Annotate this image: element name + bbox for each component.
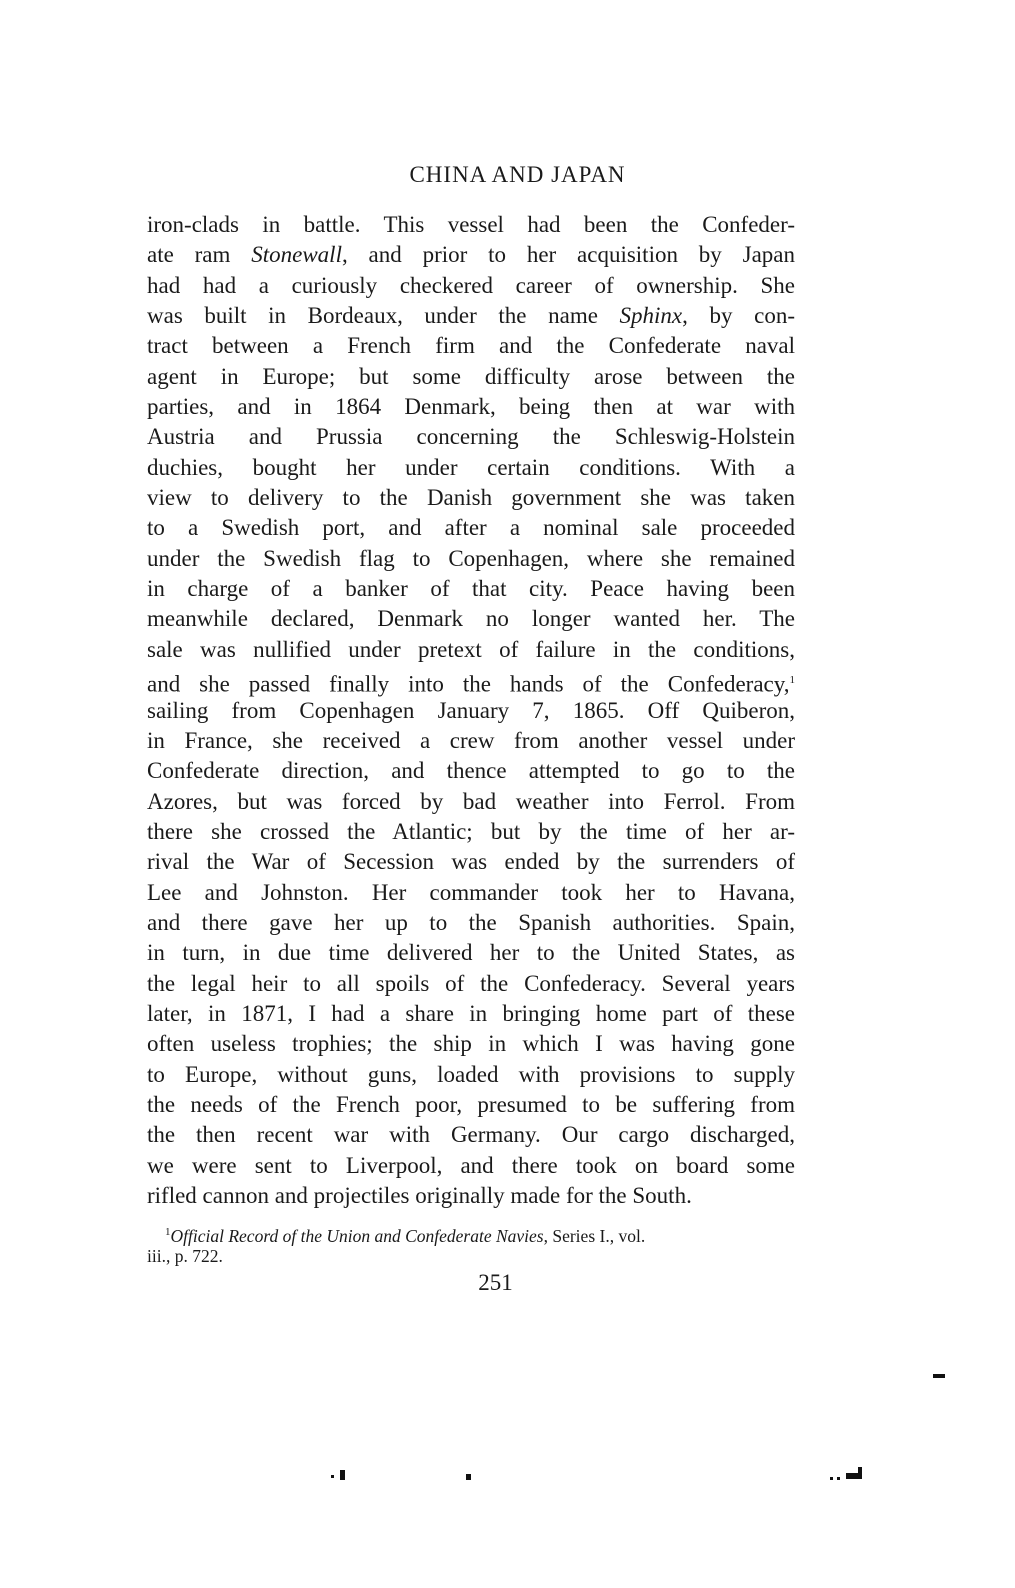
body-line: was built in Bordeaux, under the name Sphinx, by con- (147, 303, 795, 329)
footnote-source-title: Official Record of the Union and Confederate Navies (170, 1225, 544, 1246)
body-line: to Europe, without guns, loaded with provisions to supply (147, 1061, 795, 1087)
footnote-line: iii., p. 722. (147, 1246, 223, 1266)
footnote-line: $^1$Official Record of the Union and Confederate Navies, Series I., vol. (165, 1225, 646, 1246)
body-line: parties, and in 1864 Denmark, being then at war with (147, 394, 795, 420)
scan-artifact (830, 1477, 833, 1480)
body-line: had had a curiously checkered career of ownership. She (147, 272, 795, 298)
scan-artifact (331, 1475, 334, 1478)
body-line: in turn, in due time delivered her to the United States, as (147, 940, 795, 966)
body-line: Azores, but was forced by bad weather into Ferrol. From (147, 788, 795, 814)
body-line: meanwhile declared, Denmark no longer wanted her. The (147, 606, 795, 632)
body-line: rival the War of Secession was ended by the surrenders of (147, 849, 795, 875)
scan-artifact (933, 1374, 945, 1378)
body-line: rifled cannon and projectiles originally made for the South. (147, 1183, 692, 1208)
page-number: 251 (478, 1270, 513, 1295)
body-line: tract between a French firm and the Confederate naval (147, 333, 795, 359)
body-line: Lee and Johnston. Her commander took her to Havana, (147, 879, 795, 905)
scan-artifact (466, 1474, 471, 1480)
body-line: the needs of the French poor, presumed to be suffering from (147, 1091, 795, 1117)
running-head: CHINA AND JAPAN (409, 162, 626, 187)
body-line: there she crossed the Atlantic; but by the time of her ar- (147, 818, 795, 844)
body-line: the then recent war with Germany. Our cargo discharged, (147, 1122, 795, 1148)
footnote-marker: 1 (165, 1226, 171, 1238)
body-line: Austria and Prussia concerning the Schleswig-Holstein (147, 424, 795, 450)
ship-name: Stonewall (251, 242, 342, 268)
body-line: sailing from Copenhagen January 7, 1865. Off Quiberon, (147, 697, 795, 723)
footnote (147, 1220, 797, 1268)
footnote-reference: 1 (789, 674, 795, 687)
body-line: we were sent to Liverpool, and there took on board some (147, 1152, 795, 1178)
scan-artifact (858, 1467, 862, 1479)
body-line: duchies, bought her under certain conditions. With a (147, 454, 795, 480)
body-line: in France, she received a crew from another vessel under (147, 727, 795, 753)
body-line: to a Swedish port, and after a nominal sale proceeded (147, 515, 795, 541)
body-line: later, in 1871, I had a share in bringing home part of these (147, 1000, 795, 1026)
body-line: and she passed finally into the hands of the Confederacy,$^1$ (147, 671, 795, 697)
ship-build-name: Sphinx (619, 303, 683, 329)
body-line: ate ram Stonewall, and prior to her acquisition by Japan (147, 242, 795, 268)
body-line: sale was nullified under pretext of failure in the conditions, (147, 636, 795, 662)
body-line: often useless trophies; the ship in which I was having gone (147, 1031, 795, 1057)
body-line: under the Swedish flag to Copenhagen, where she remained (147, 545, 795, 571)
body-text (147, 210, 795, 1211)
body-line: agent in Europe; but some difficulty arose between the (147, 363, 795, 389)
scan-artifact (340, 1470, 345, 1480)
body-line: iron-clads in battle. This vessel had been the Confeder- (147, 212, 795, 237)
body-line: Confederate direction, and thence attempted to go to the (147, 758, 795, 784)
body-line: in charge of a banker of that city. Peace having been (147, 576, 795, 602)
scan-artifact (837, 1477, 840, 1480)
body-line: view to delivery to the Danish government she was taken (147, 485, 795, 511)
body-line: and there gave her up to the Spanish authorities. Spain, (147, 909, 795, 935)
body-line: the legal heir to all spoils of the Confederacy. Several years (147, 970, 795, 996)
